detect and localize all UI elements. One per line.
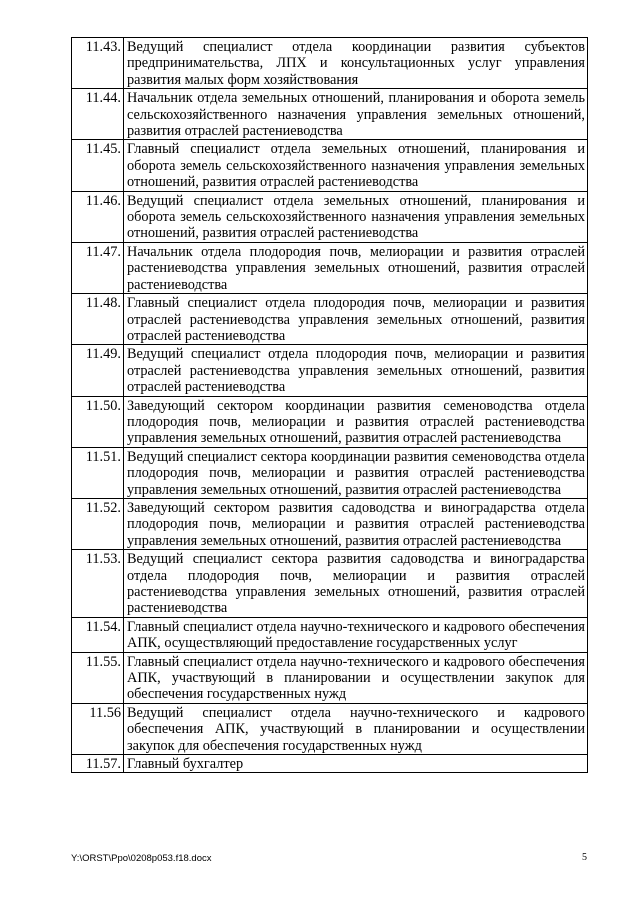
row-text: Ведущий специалист отдела земельных отношений, планирования и оборота земель сельскохозяйственного назначения управления земельных отношений, развития отраслей растениеводства bbox=[124, 191, 588, 242]
row-number: 11.48. bbox=[72, 294, 124, 345]
row-text: Главный специалист отдела научно-технического и кадрового обеспечения АПК, участвующий в планировании и осуществлении закупок для обеспечения государственных нужд bbox=[124, 652, 588, 703]
row-text: Ведущий специалист отдела плодородия почв, мелиорации и развития отраслей растениеводства управления земельных отношений, развития отраслей растениеводства bbox=[124, 345, 588, 396]
row-text: Ведущий специалист сектора развития садоводства и виноградарства отдела плодородия почв, мелиорации и развития отраслей растениеводства управления земельных отношений, развития отраслей растениеводства bbox=[124, 550, 588, 618]
table-row bbox=[72, 89, 588, 140]
table-row bbox=[72, 345, 588, 396]
table-row bbox=[72, 294, 588, 345]
row-number: 11.46. bbox=[72, 191, 124, 242]
row-text: Заведующий сектором развития садоводства и виноградарства отдела плодородия почв, мелиорации и развития отраслей растениеводства управления земельных отношений, развития отраслей растениеводства bbox=[124, 498, 588, 549]
table-row bbox=[72, 242, 588, 293]
table-row bbox=[72, 617, 588, 652]
table-row bbox=[72, 447, 588, 498]
row-number: 11.45. bbox=[72, 140, 124, 191]
row-text: Заведующий сектором координации развития семеноводства отдела плодородия почв, мелиорации и развития отраслей растениеводства управления земельных отношений, развития отраслей растениеводства bbox=[124, 396, 588, 447]
row-number: 11.51. bbox=[72, 447, 124, 498]
row-text: Главный специалист отдела земельных отношений, планирования и оборота земель сельскохозяйственного назначения управления земельных отношений, развития отраслей растениеводства bbox=[124, 140, 588, 191]
row-text: Ведущий специалист отдела координации развития субъектов предпринимательства, ЛПХ и консультационных услуг управления развития малых форм хозяйствования bbox=[124, 38, 588, 89]
table-row bbox=[72, 396, 588, 447]
table-row bbox=[72, 191, 588, 242]
table-row bbox=[72, 703, 588, 754]
row-text: Начальник отдела плодородия почв, мелиорации и развития отраслей растениеводства управления земельных отношений, развития отраслей растениеводства bbox=[124, 242, 588, 293]
table-row bbox=[72, 550, 588, 618]
row-text: Ведущий специалист сектора координации развития семеноводства отдела плодородия почв, мелиорации и развития отраслей растениеводства управления земельных отношений, развития отраслей растениеводства bbox=[124, 447, 588, 498]
row-text: Начальник отдела земельных отношений, планирования и оборота земель сельскохозяйственного назначения управления земельных отношений, развития отраслей растениеводства bbox=[124, 89, 588, 140]
row-number: 11.47. bbox=[72, 242, 124, 293]
footer-file-path: Y:\ORST\Ppo\0208p053.f18.docx bbox=[71, 853, 212, 864]
row-number: 11.43. bbox=[72, 38, 124, 89]
row-number: 11.54. bbox=[72, 617, 124, 652]
positions-table bbox=[71, 37, 588, 773]
row-number: 11.55. bbox=[72, 652, 124, 703]
table-row bbox=[72, 38, 588, 89]
table-row bbox=[72, 498, 588, 549]
table-row bbox=[72, 755, 588, 773]
footer-page-number: 5 bbox=[582, 852, 587, 863]
row-text: Ведущий специалист отдела научно-технического и кадрового обеспечения АПК, участвующий в планировании и осуществлении закупок для обеспечения государственных нужд bbox=[124, 703, 588, 754]
row-number: 11.53. bbox=[72, 550, 124, 618]
row-number: 11.44. bbox=[72, 89, 124, 140]
row-number: 11.57. bbox=[72, 755, 124, 773]
row-number: 11.50. bbox=[72, 396, 124, 447]
row-text: Главный бухгалтер bbox=[124, 755, 588, 773]
row-text: Главный специалист отдела научно-технического и кадрового обеспечения АПК, осуществляющий предоставление государственных услуг bbox=[124, 617, 588, 652]
row-text: Главный специалист отдела плодородия почв, мелиорации и развития отраслей растениеводства управления земельных отношений, развития отраслей растениеводства bbox=[124, 294, 588, 345]
row-number: 11.52. bbox=[72, 498, 124, 549]
table-row bbox=[72, 140, 588, 191]
row-number: 11.49. bbox=[72, 345, 124, 396]
row-number: 11.56 bbox=[72, 703, 124, 754]
table-row bbox=[72, 652, 588, 703]
